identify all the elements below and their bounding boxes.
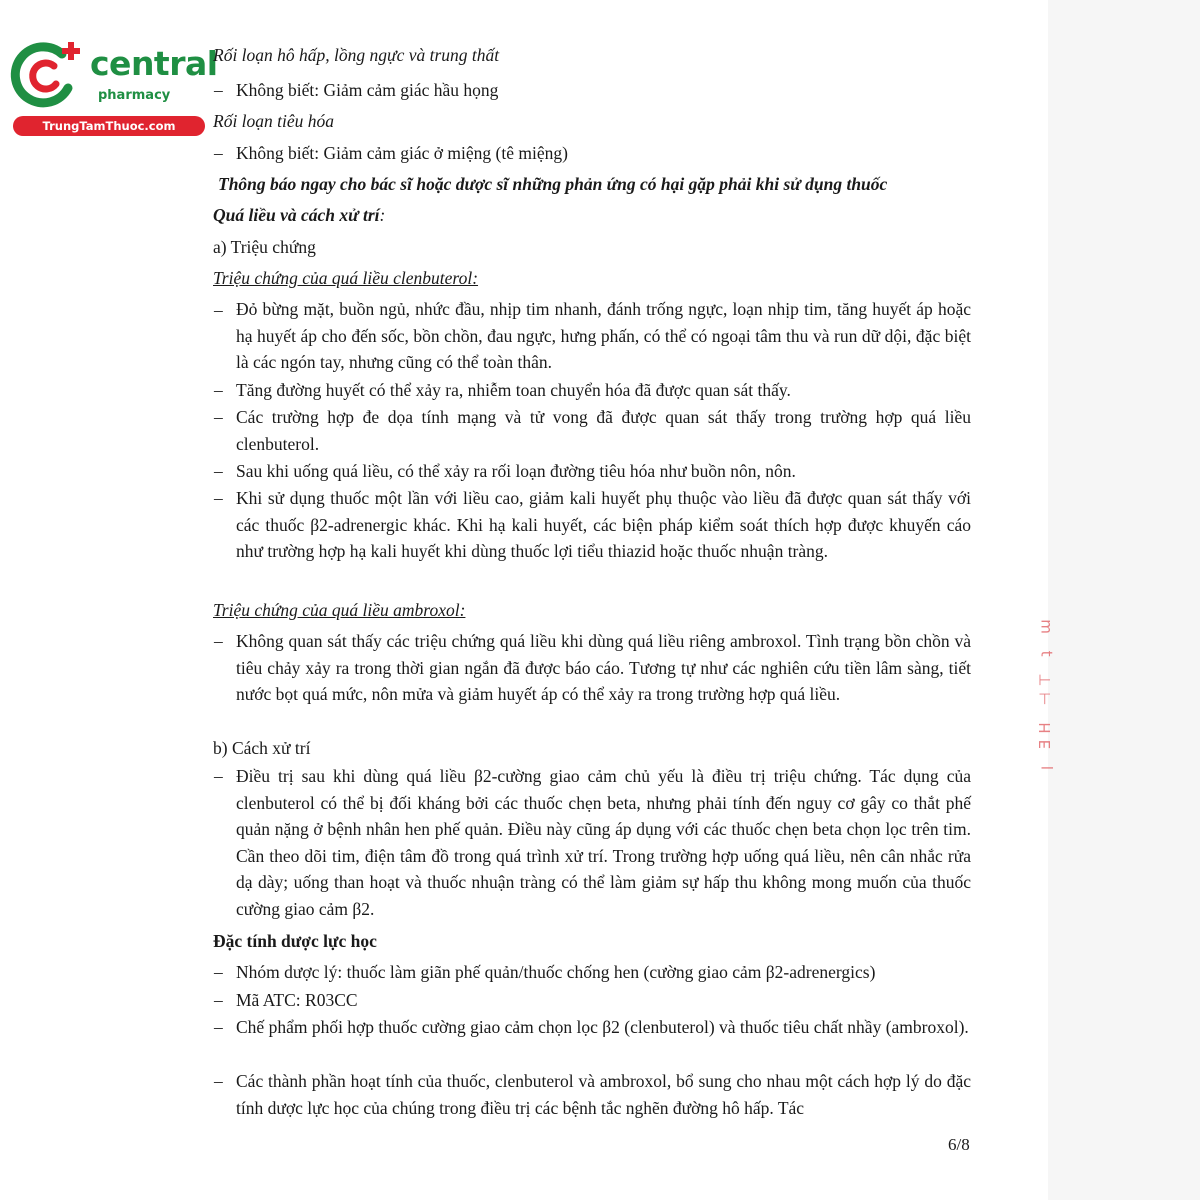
list-item: Khi sử dụng thuốc một lần với liều cao, giảm kali huyết phụ thuộc vào liều đã được quan sát thấy với các thuốc β2-adrenergic khác. Khi hạ kali huyết, các biện pháp kiểm soát thích hợp được khuyến cáo như trường hợp hạ kali huyết khi dùng thuốc lợi tiểu thiazid hoặc thuốc nhuận tràng. <box>236 488 971 562</box>
list-item: Điều trị sau khi dùng quá liều β2-cường giao cảm chủ yếu là điều trị triệu chứng. Tác dụng của clenbuterol có thể bị đối kháng bởi các thuốc chẹn beta, nhưng phải tính đến nguy cơ gây co thắt phế quản nặng ở bệnh nhân hen phế quản. Điều này cũng áp dụng với các thuốc chẹn beta chọn lọc trên tim. Cần theo dõi tim, điện tâm đồ trong quá trình xử trí. Trong trường hợp uống quá liều, nên cân nhắc rửa dạ dày; uống than hoạt và thuốc nhuận tràng có thể làm giảm sự hấp thu không mong muốn của thuốc cường giao cảm β2. <box>236 766 971 919</box>
ambroxol-overdose-heading: Triệu chứng của quá liều ambroxol: <box>213 600 466 620</box>
list-item: Không biết: Giảm cảm giác hầu họng <box>236 80 499 100</box>
list-item: Các thành phần hoạt tính của thuốc, clenbuterol và ambroxol, bổ sung cho nhau một cách hợp lý do đặc tính dược lực học của chúng trong điều trị các bệnh tắc nghẽn đường hô hấp. Tác <box>236 1071 971 1118</box>
list-item: Chế phẩm phối hợp thuốc cường giao cảm chọn lọc β2 (clenbuterol) và thuốc tiêu chất nhầy (ambroxol). <box>236 1017 969 1037</box>
list-dash: – <box>214 80 223 100</box>
central-pharmacy-logo[interactable] <box>10 38 218 138</box>
list-dash: – <box>214 766 223 786</box>
list-dash: – <box>214 1071 223 1091</box>
logo-website-link[interactable]: TrungTamThuoc.com <box>13 116 205 136</box>
list-item: Nhóm dược lý: thuốc làm giãn phế quản/thuốc chống hen (cường giao cảm β2-adrenergics) <box>236 962 876 982</box>
list-dash: – <box>214 300 223 320</box>
overdose-heading-colon: : <box>379 205 386 225</box>
section-heading-digestive: Rối loạn tiêu hóa <box>213 111 335 131</box>
clenbuterol-overdose-heading: Triệu chứng của quá liều clenbuterol: <box>213 268 479 288</box>
list-item: Không quan sát thấy các triệu chứng quá liều khi dùng quá liều riêng ambroxol. Tình trạng bồn chồn và tiêu chảy xảy ra trong thời gian ngắn đã được báo cáo. Tương tự như các nghiên cứu tiền lâm sàng, tiết nước bọt quá mức, nôn mửa và giảm huyết áp có thể xảy ra trong trường hợp quá liều. <box>236 631 971 705</box>
overdose-heading <box>213 202 385 228</box>
page-number: 6/8 <box>948 1135 970 1154</box>
overdose-heading-text: Quá liều và cách xử trí <box>213 205 380 225</box>
list-item: Tăng đường huyết có thể xảy ra, nhiễm toan chuyển hóa đã được quan sát thấy. <box>236 380 791 400</box>
logo-brand-sub: pharmacy <box>98 88 171 103</box>
adverse-reaction-notice: Thông báo ngay cho bác sĩ hoặc dược sĩ những phản ứng có hại gặp phải khi sử dụng thuốc <box>218 174 888 194</box>
section-heading-respiratory: Rối loạn hô hấp, lồng ngực và trung thất <box>213 45 500 65</box>
red-stamp-fragment: ꞁ ƎΗ ⊣⊤ ʇ ɯ <box>1036 613 1054 770</box>
list-dash: – <box>214 380 223 400</box>
central-pharmacy-logo-icon <box>10 40 88 112</box>
subsection-a-symptoms: a) Triệu chứng <box>213 237 316 257</box>
logo-brand-name: central <box>90 44 218 83</box>
list-dash: – <box>214 488 223 508</box>
list-item: Mã ATC: R03CC <box>236 990 358 1010</box>
scan-edge-shade <box>1048 0 1200 1200</box>
list-item: Các trường hợp đe dọa tính mạng và tử vong đã được quan sát thấy trong trường hợp quá liều clenbuterol. <box>236 407 971 454</box>
list-item: Đỏ bừng mặt, buồn ngủ, nhức đầu, nhịp tim nhanh, đánh trống ngực, loạn nhịp tim, tăng huyết áp hoặc hạ huyết áp cho đến sốc, bồn chồn, đau ngực, hưng phấn, có thể có ngoại tâm thu và run dữ dội, đặc biệt là các ngón tay, nhưng cũng có thể toàn thân. <box>236 299 971 373</box>
list-dash: – <box>214 962 223 982</box>
pharmacodynamics-heading: Đặc tính dược lực học <box>213 931 377 951</box>
list-dash: – <box>214 407 223 427</box>
list-dash: – <box>214 990 223 1010</box>
list-item: Sau khi uống quá liều, có thể xảy ra rối loạn đường tiêu hóa như buồn nôn, nôn. <box>236 461 796 481</box>
list-dash: – <box>214 461 223 481</box>
list-dash: – <box>214 631 223 651</box>
list-dash: – <box>214 143 223 163</box>
subsection-b-treatment: b) Cách xử trí <box>213 738 311 758</box>
list-item: Không biết: Giảm cảm giác ở miệng (tê miệng) <box>236 143 568 163</box>
list-dash: – <box>214 1017 223 1037</box>
